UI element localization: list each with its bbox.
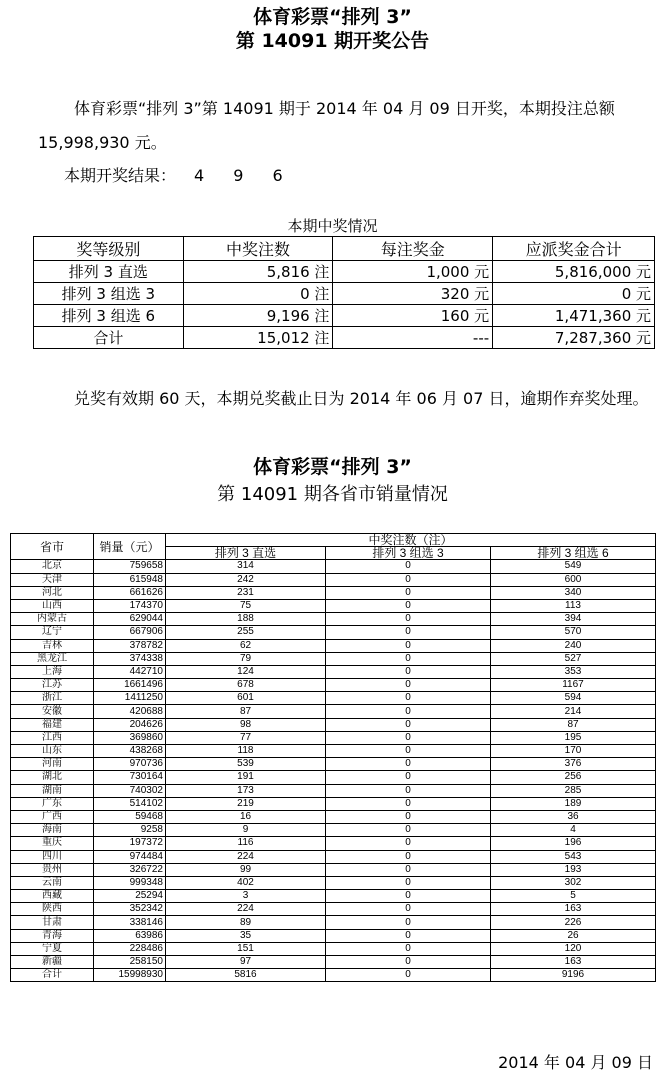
province-name: 河北: [11, 586, 94, 599]
group6-count: 163: [491, 956, 656, 969]
group6-count: 4: [491, 824, 656, 837]
province-name: 合计: [11, 969, 94, 982]
group6-count: 170: [491, 745, 656, 758]
sales-amount: 740302: [94, 784, 166, 797]
table-row: [34, 327, 655, 349]
province-name: 河南: [11, 758, 94, 771]
group6-count: 549: [491, 560, 656, 573]
sales-amount: 1661496: [94, 679, 166, 692]
winner-count: 0 注: [183, 283, 333, 305]
province-name: 湖北: [11, 771, 94, 784]
direct-count: 99: [166, 863, 326, 876]
table-row: [11, 824, 656, 837]
group3-count: 0: [326, 665, 491, 678]
footer-date: 2014 年 04 月 09 日: [498, 1053, 653, 1072]
group3-count: 0: [326, 692, 491, 705]
sales-amount: 63986: [94, 929, 166, 942]
province-name: 陕西: [11, 903, 94, 916]
sales-amount: 514102: [94, 797, 166, 810]
sales-header: 销量（元）: [94, 534, 166, 560]
group3-count: 0: [326, 942, 491, 955]
group6-count: 9196: [491, 969, 656, 982]
sales-amount: 970736: [94, 758, 166, 771]
direct-count: 601: [166, 692, 326, 705]
table-row: [11, 626, 656, 639]
sales-amount: 258150: [94, 956, 166, 969]
prize-level: 合计: [34, 327, 184, 349]
claim-notice: 兑奖有效期 60 天，本期兑奖截止日为 2014 年 06 月 07 日，逾期作弃奖处理。: [74, 389, 649, 408]
table-row: [11, 613, 656, 626]
direct-count: 97: [166, 956, 326, 969]
winning-table-caption: 本期中奖情况: [287, 217, 378, 235]
province-header: 省市: [11, 534, 94, 560]
province-name: 江西: [11, 731, 94, 744]
group3-count: 0: [326, 639, 491, 652]
group6-count: 36: [491, 810, 656, 823]
group3-count: 0: [326, 652, 491, 665]
direct-count: 118: [166, 745, 326, 758]
group3-header: 排列 3 组选 3: [326, 547, 491, 560]
group3-count: 0: [326, 837, 491, 850]
prize-level: 排列 3 直选: [34, 261, 184, 283]
group6-count: 113: [491, 599, 656, 612]
table-row: [11, 837, 656, 850]
sales-amount: 974484: [94, 850, 166, 863]
province-name: 青海: [11, 929, 94, 942]
province-name: 四川: [11, 850, 94, 863]
sales-amount: 378782: [94, 639, 166, 652]
group6-count: 226: [491, 916, 656, 929]
province-name: 内蒙古: [11, 613, 94, 626]
province-name: 山东: [11, 745, 94, 758]
province-name: 吉林: [11, 639, 94, 652]
group6-count: 302: [491, 876, 656, 889]
direct-count: 35: [166, 929, 326, 942]
prize-level: 排列 3 组选 6: [34, 305, 184, 327]
direct-count: 539: [166, 758, 326, 771]
sales-amount: 204626: [94, 718, 166, 731]
direct-count: 16: [166, 810, 326, 823]
table-row: [11, 679, 656, 692]
prize-total: 7,287,360 元: [493, 327, 655, 349]
direct-count: 242: [166, 573, 326, 586]
group6-count: 353: [491, 665, 656, 678]
province-name: 山西: [11, 599, 94, 612]
table-row: [11, 573, 656, 586]
direct-count: 188: [166, 613, 326, 626]
group6-count: 527: [491, 652, 656, 665]
direct-count: 75: [166, 599, 326, 612]
province-name: 云南: [11, 876, 94, 889]
winning-table-header: [34, 237, 655, 261]
direct-count: 77: [166, 731, 326, 744]
table-row: [11, 745, 656, 758]
table-row: [11, 718, 656, 731]
group6-count: 195: [491, 731, 656, 744]
province-subtitle: 第 14091 期各省市销量情况: [217, 484, 448, 505]
direct-count: 224: [166, 850, 326, 863]
group6-count: 26: [491, 929, 656, 942]
province-name: 贵州: [11, 863, 94, 876]
group6-count: 256: [491, 771, 656, 784]
sales-amount: 59468: [94, 810, 166, 823]
table-row: [34, 305, 655, 327]
table-row: [11, 797, 656, 810]
province-name: 西藏: [11, 890, 94, 903]
prize-total: 1,471,360 元: [493, 305, 655, 327]
group6-count: 600: [491, 573, 656, 586]
table-row: [11, 969, 656, 982]
table-row: [11, 942, 656, 955]
province-name: 海南: [11, 824, 94, 837]
table-row: [34, 283, 655, 305]
table-row: [11, 731, 656, 744]
sales-amount: 420688: [94, 705, 166, 718]
sales-amount: 438268: [94, 745, 166, 758]
header-cell: 中奖注数: [183, 237, 333, 261]
group3-count: 0: [326, 626, 491, 639]
sales-amount: 730164: [94, 771, 166, 784]
sales-amount: 174370: [94, 599, 166, 612]
sales-amount: 667906: [94, 626, 166, 639]
province-name: 重庆: [11, 837, 94, 850]
header-cell: 奖等级别: [34, 237, 184, 261]
direct-count: 79: [166, 652, 326, 665]
table-row: [11, 771, 656, 784]
group3-count: 0: [326, 876, 491, 889]
direct-count: 224: [166, 903, 326, 916]
prize-per-bet: 1,000 元: [333, 261, 493, 283]
group6-count: 394: [491, 613, 656, 626]
group3-count: 0: [326, 560, 491, 573]
group3-count: 0: [326, 745, 491, 758]
direct-count: 5816: [166, 969, 326, 982]
winner-count: 15,012 注: [183, 327, 333, 349]
winner-count: 9,196 注: [183, 305, 333, 327]
winning-table: [33, 236, 655, 349]
table-row: [11, 652, 656, 665]
prize-total: 0 元: [493, 283, 655, 305]
province-title: 体育彩票“排列 3”: [253, 456, 412, 478]
table-row: [11, 599, 656, 612]
sales-amount: 9258: [94, 824, 166, 837]
province-name: 广东: [11, 797, 94, 810]
table-row: [11, 639, 656, 652]
group3-count: 0: [326, 929, 491, 942]
group6-count: 87: [491, 718, 656, 731]
direct-count: 62: [166, 639, 326, 652]
table-row: [34, 261, 655, 283]
table-row: [11, 850, 656, 863]
direct-count: 219: [166, 797, 326, 810]
result-label: 本期开奖结果：: [64, 166, 177, 185]
group3-count: 0: [326, 824, 491, 837]
group3-count: 0: [326, 613, 491, 626]
sales-amount: 374338: [94, 652, 166, 665]
sales-amount: 661626: [94, 586, 166, 599]
table-row: [11, 705, 656, 718]
sales-amount: 228486: [94, 942, 166, 955]
province-name: 辽宁: [11, 626, 94, 639]
province-sales-table: [10, 533, 656, 982]
group6-count: 189: [491, 797, 656, 810]
group3-count: 0: [326, 771, 491, 784]
sales-amount: 326722: [94, 863, 166, 876]
sales-amount: 352342: [94, 903, 166, 916]
province-header-row: [11, 534, 656, 547]
province-name: 黑龙江: [11, 652, 94, 665]
group6-count: 193: [491, 863, 656, 876]
group3-count: 0: [326, 758, 491, 771]
table-row: [11, 876, 656, 889]
direct-count: 231: [166, 586, 326, 599]
direct-header: 排列 3 直选: [166, 547, 326, 560]
sales-amount: 615948: [94, 573, 166, 586]
group3-count: 0: [326, 573, 491, 586]
table-row: [11, 863, 656, 876]
group3-count: 0: [326, 956, 491, 969]
group3-count: 0: [326, 850, 491, 863]
group3-count: 0: [326, 903, 491, 916]
group3-count: 0: [326, 705, 491, 718]
table-row: [11, 784, 656, 797]
group3-count: 0: [326, 599, 491, 612]
sales-amount: 197372: [94, 837, 166, 850]
province-name: 福建: [11, 718, 94, 731]
direct-count: 124: [166, 665, 326, 678]
province-name: 湖南: [11, 784, 94, 797]
group3-count: 0: [326, 969, 491, 982]
prize-per-bet: 320 元: [333, 283, 493, 305]
table-row: [11, 692, 656, 705]
draw-result: [64, 163, 295, 186]
province-name: 天津: [11, 573, 94, 586]
group6-count: 196: [491, 837, 656, 850]
group6-count: 285: [491, 784, 656, 797]
table-row: [11, 956, 656, 969]
table-row: [11, 890, 656, 903]
sales-amount: 1411250: [94, 692, 166, 705]
group3-count: 0: [326, 784, 491, 797]
province-name: 浙江: [11, 692, 94, 705]
direct-count: 314: [166, 560, 326, 573]
sales-amount: 25294: [94, 890, 166, 903]
sales-amount: 369860: [94, 731, 166, 744]
sales-amount: 759658: [94, 560, 166, 573]
group6-header: 排列 3 组选 6: [491, 547, 656, 560]
group3-count: 0: [326, 863, 491, 876]
province-name: 甘肃: [11, 916, 94, 929]
prize-per-bet: 160 元: [333, 305, 493, 327]
sales-amount: 999348: [94, 876, 166, 889]
group6-count: 214: [491, 705, 656, 718]
prize-total: 5,816,000 元: [493, 261, 655, 283]
group3-count: 0: [326, 810, 491, 823]
group6-count: 163: [491, 903, 656, 916]
table-row: [11, 586, 656, 599]
table-row: [11, 665, 656, 678]
group3-count: 0: [326, 890, 491, 903]
direct-count: 87: [166, 705, 326, 718]
group6-count: 240: [491, 639, 656, 652]
sales-amount: 442710: [94, 665, 166, 678]
winners-group-header: 中奖注数（注）: [166, 534, 656, 547]
province-name: 新疆: [11, 956, 94, 969]
group3-count: 0: [326, 797, 491, 810]
direct-count: 3: [166, 890, 326, 903]
page-subtitle: 第 14091 期开奖公告: [235, 30, 430, 52]
direct-count: 9: [166, 824, 326, 837]
group3-count: 0: [326, 586, 491, 599]
province-name: 上海: [11, 665, 94, 678]
province-name: 北京: [11, 560, 94, 573]
prize-level: 排列 3 组选 3: [34, 283, 184, 305]
direct-count: 191: [166, 771, 326, 784]
prize-per-bet: ---: [333, 327, 493, 349]
table-row: [11, 758, 656, 771]
header-cell: 应派奖金合计: [493, 237, 655, 261]
direct-count: 173: [166, 784, 326, 797]
table-row: [11, 916, 656, 929]
group3-count: 0: [326, 679, 491, 692]
group6-count: 5: [491, 890, 656, 903]
direct-count: 89: [166, 916, 326, 929]
group3-count: 0: [326, 718, 491, 731]
group6-count: 340: [491, 586, 656, 599]
group6-count: 120: [491, 942, 656, 955]
group3-count: 0: [326, 916, 491, 929]
province-name: 广西: [11, 810, 94, 823]
table-row: [11, 929, 656, 942]
group6-count: 570: [491, 626, 656, 639]
group3-count: 0: [326, 731, 491, 744]
result-numbers: 4 9 6: [194, 166, 295, 185]
group6-count: 594: [491, 692, 656, 705]
table-row: [11, 560, 656, 573]
direct-count: 116: [166, 837, 326, 850]
sales-amount: 629044: [94, 613, 166, 626]
direct-count: 678: [166, 679, 326, 692]
direct-count: 255: [166, 626, 326, 639]
page-title: 体育彩票“排列 3”: [253, 6, 412, 28]
sales-amount: 338146: [94, 916, 166, 929]
group6-count: 543: [491, 850, 656, 863]
direct-count: 151: [166, 942, 326, 955]
group6-count: 376: [491, 758, 656, 771]
sales-amount: 15998930: [94, 969, 166, 982]
group6-count: 1167: [491, 679, 656, 692]
direct-count: 402: [166, 876, 326, 889]
table-row: [11, 903, 656, 916]
announcement-text: 体育彩票“排列 3”第 14091 期于 2014 年 04 月 09 日开奖，本期投注总额 15,998,930 元。: [38, 99, 615, 152]
province-name: 宁夏: [11, 942, 94, 955]
table-row: [11, 810, 656, 823]
winner-count: 5,816 注: [183, 261, 333, 283]
province-name: 江苏: [11, 679, 94, 692]
province-name: 安徽: [11, 705, 94, 718]
header-cell: 每注奖金: [333, 237, 493, 261]
direct-count: 98: [166, 718, 326, 731]
